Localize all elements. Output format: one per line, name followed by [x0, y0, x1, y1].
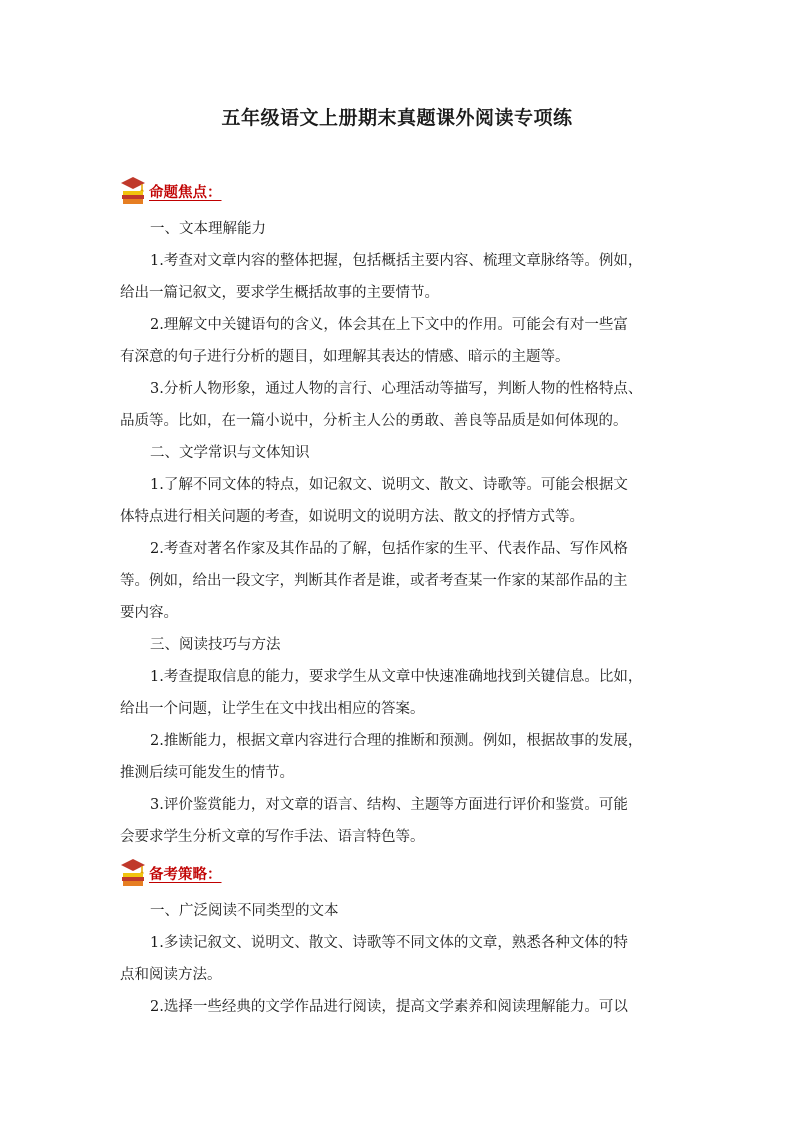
text-line: 二、文学常识与文体知识 — [150, 445, 310, 461]
book-cap-icon — [120, 176, 146, 206]
text-line: 1.考查对文章内容的整体把握，包括概括主要内容、梳理文章脉络等。例如， — [150, 253, 643, 269]
text-line: 1.了解不同文体的特点，如记叙文、说明文、散文、诗歌等。可能会根据文 — [150, 477, 628, 493]
text-line: 2.理解文中关键语句的含义，体会其在上下文中的作用。可能会有对一些富 — [150, 317, 628, 333]
text-line: 有深意的句子进行分析的题目，如理解其表达的情感、暗示的主题等。 — [120, 349, 570, 365]
text-line: 2.推断能力，根据文章内容进行合理的推断和预测。例如，根据故事的发展， — [150, 733, 643, 749]
text-line: 1.考查提取信息的能力，要求学生从文章中快速准确地找到关键信息。比如， — [150, 669, 643, 685]
text-line: 3.分析人物形象，通过人物的言行、心理活动等描写，判断人物的性格特点、 — [150, 381, 643, 397]
text-line: 一、文本理解能力 — [150, 221, 266, 237]
text-line: 三、阅读技巧与方法 — [150, 637, 281, 653]
section-heading-focus — [120, 175, 222, 207]
text-line: 品质等。比如，在一篇小说中，分析主人公的勇敢、善良等品质是如何体现的。 — [120, 413, 628, 429]
section-label-focus: 命题焦点： — [149, 184, 222, 201]
text-line: 1.多读记叙文、说明文、散文、诗歌等不同文体的文章，熟悉各种文体的特 — [150, 935, 628, 951]
page-title: 五年级语文上册期末真题课外阅读专项练 — [221, 107, 573, 129]
text-line: 推测后续可能发生的情节。 — [120, 765, 294, 781]
text-line: 要内容。 — [120, 605, 178, 621]
book-cap-icon — [120, 858, 146, 888]
text-line: 一、广泛阅读不同类型的文本 — [150, 903, 339, 919]
section-heading-strategy — [120, 857, 222, 889]
section-label-strategy: 备考策略： — [149, 866, 222, 883]
text-line: 体特点进行相关问题的考查，如说明文的说明方法、散文的抒情方式等。 — [120, 509, 584, 525]
text-line: 2.选择一些经典的文学作品进行阅读，提高文学素养和阅读理解能力。可以 — [150, 999, 628, 1015]
text-line: 2.考查对著名作家及其作品的了解，包括作家的生平、代表作品、写作风格 — [150, 541, 628, 557]
text-line: 会要求学生分析文章的写作手法、语言特色等。 — [120, 829, 425, 845]
text-line: 点和阅读方法。 — [120, 967, 222, 983]
text-line: 给出一篇记叙文，要求学生概括故事的主要情节。 — [120, 285, 439, 301]
text-line: 3.评价鉴赏能力，对文章的语言、结构、主题等方面进行评价和鉴赏。可能 — [150, 797, 628, 813]
text-line: 等。例如，给出一段文字，判断其作者是谁，或者考查某一作家的某部作品的主 — [120, 573, 628, 589]
text-line: 给出一个问题，让学生在文中找出相应的答案。 — [120, 701, 425, 717]
